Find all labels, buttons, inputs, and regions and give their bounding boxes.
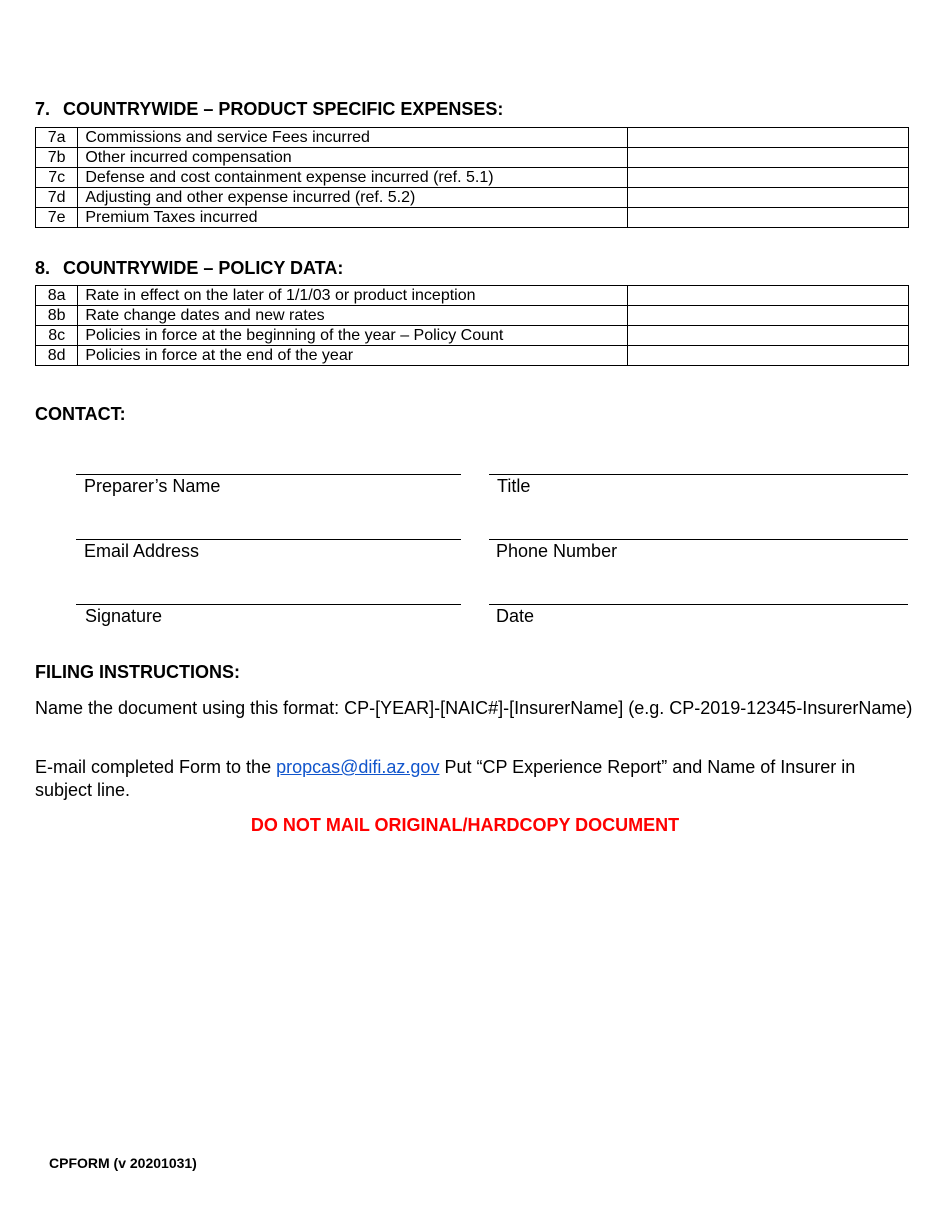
section-7-table xyxy=(35,127,909,228)
row-label: Premium Taxes incurred xyxy=(78,208,627,228)
row-code: 8b xyxy=(36,306,78,326)
email-label: Email Address xyxy=(84,541,200,561)
row-label: Policies in force at the beginning of the year – Policy Count xyxy=(78,326,627,346)
row-code: 7a xyxy=(36,128,78,148)
section-8-title-text: COUNTRYWIDE – POLICY DATA: xyxy=(63,258,344,278)
section-8-number: 8. xyxy=(35,258,51,278)
row-code: 7e xyxy=(36,208,78,228)
table-row xyxy=(36,148,909,168)
preparer-name-label: Preparer’s Name xyxy=(84,476,221,496)
value-cell-7a[interactable] xyxy=(627,128,908,148)
signature-label: Signature xyxy=(85,606,163,626)
date-line[interactable] xyxy=(489,604,908,605)
section-7-title xyxy=(35,99,503,120)
do-not-mail-warning: DO NOT MAIL ORIGINAL/HARDCOPY DOCUMENT xyxy=(250,815,680,835)
title-label: Title xyxy=(497,476,531,496)
row-label: Rate change dates and new rates xyxy=(78,306,627,326)
value-cell-8b[interactable] xyxy=(627,306,908,326)
value-cell-8d[interactable] xyxy=(627,346,908,366)
value-cell-7e[interactable] xyxy=(627,208,908,228)
date-label: Date xyxy=(496,606,535,626)
table-row xyxy=(36,188,909,208)
section-8-table xyxy=(35,285,909,366)
table-row xyxy=(36,326,909,346)
email-instructions xyxy=(35,756,915,802)
email-line[interactable] xyxy=(76,539,461,540)
section-7-number: 7. xyxy=(35,99,51,119)
section-7-title-text: COUNTRYWIDE – PRODUCT SPECIFIC EXPENSES: xyxy=(63,99,504,119)
table-row xyxy=(36,346,909,366)
email-suffix: Put “CP Experience Report” and Name of Insurer in subject line. xyxy=(35,757,856,800)
value-cell-7b[interactable] xyxy=(627,148,908,168)
row-code: 8c xyxy=(36,326,78,346)
value-cell-8a[interactable] xyxy=(627,286,908,306)
section-8-title xyxy=(35,258,343,279)
row-label: Defense and cost containment expense incurred (ref. 5.1) xyxy=(78,168,627,188)
contact-title: CONTACT: xyxy=(35,404,126,424)
table-row xyxy=(36,128,909,148)
naming-instructions: Name the document using this format: CP-[YEAR]-[NAIC#]-[InsurerName] (e.g. CP-2019-12345-InsurerName) xyxy=(35,698,913,718)
row-label: Policies in force at the end of the year xyxy=(78,346,627,366)
table-row xyxy=(36,286,909,306)
email-link[interactable]: propcas@difi.az.gov xyxy=(276,757,440,777)
form-version: CPFORM (v 20201031) xyxy=(49,1155,197,1171)
value-cell-8c[interactable] xyxy=(627,326,908,346)
row-label: Commissions and service Fees incurred xyxy=(78,128,627,148)
email-prefix: E-mail completed Form to the xyxy=(35,757,277,777)
table-row xyxy=(36,208,909,228)
row-code: 7b xyxy=(36,148,78,168)
signature-line[interactable] xyxy=(76,604,461,605)
row-code: 8d xyxy=(36,346,78,366)
title-line[interactable] xyxy=(489,474,908,475)
value-cell-7d[interactable] xyxy=(627,188,908,208)
row-code: 7c xyxy=(36,168,78,188)
row-code: 8a xyxy=(36,286,78,306)
table-row xyxy=(36,306,909,326)
row-label: Adjusting and other expense incurred (ref. 5.2) xyxy=(78,188,627,208)
row-code: 7d xyxy=(36,188,78,208)
preparer-name-line[interactable] xyxy=(76,474,461,475)
filing-instructions-title: FILING INSTRUCTIONS: xyxy=(35,662,240,682)
value-cell-7c[interactable] xyxy=(627,168,908,188)
row-label: Other incurred compensation xyxy=(78,148,627,168)
phone-label: Phone Number xyxy=(496,541,618,561)
phone-line[interactable] xyxy=(489,539,908,540)
table-row xyxy=(36,168,909,188)
row-label: Rate in effect on the later of 1/1/03 or product inception xyxy=(78,286,627,306)
